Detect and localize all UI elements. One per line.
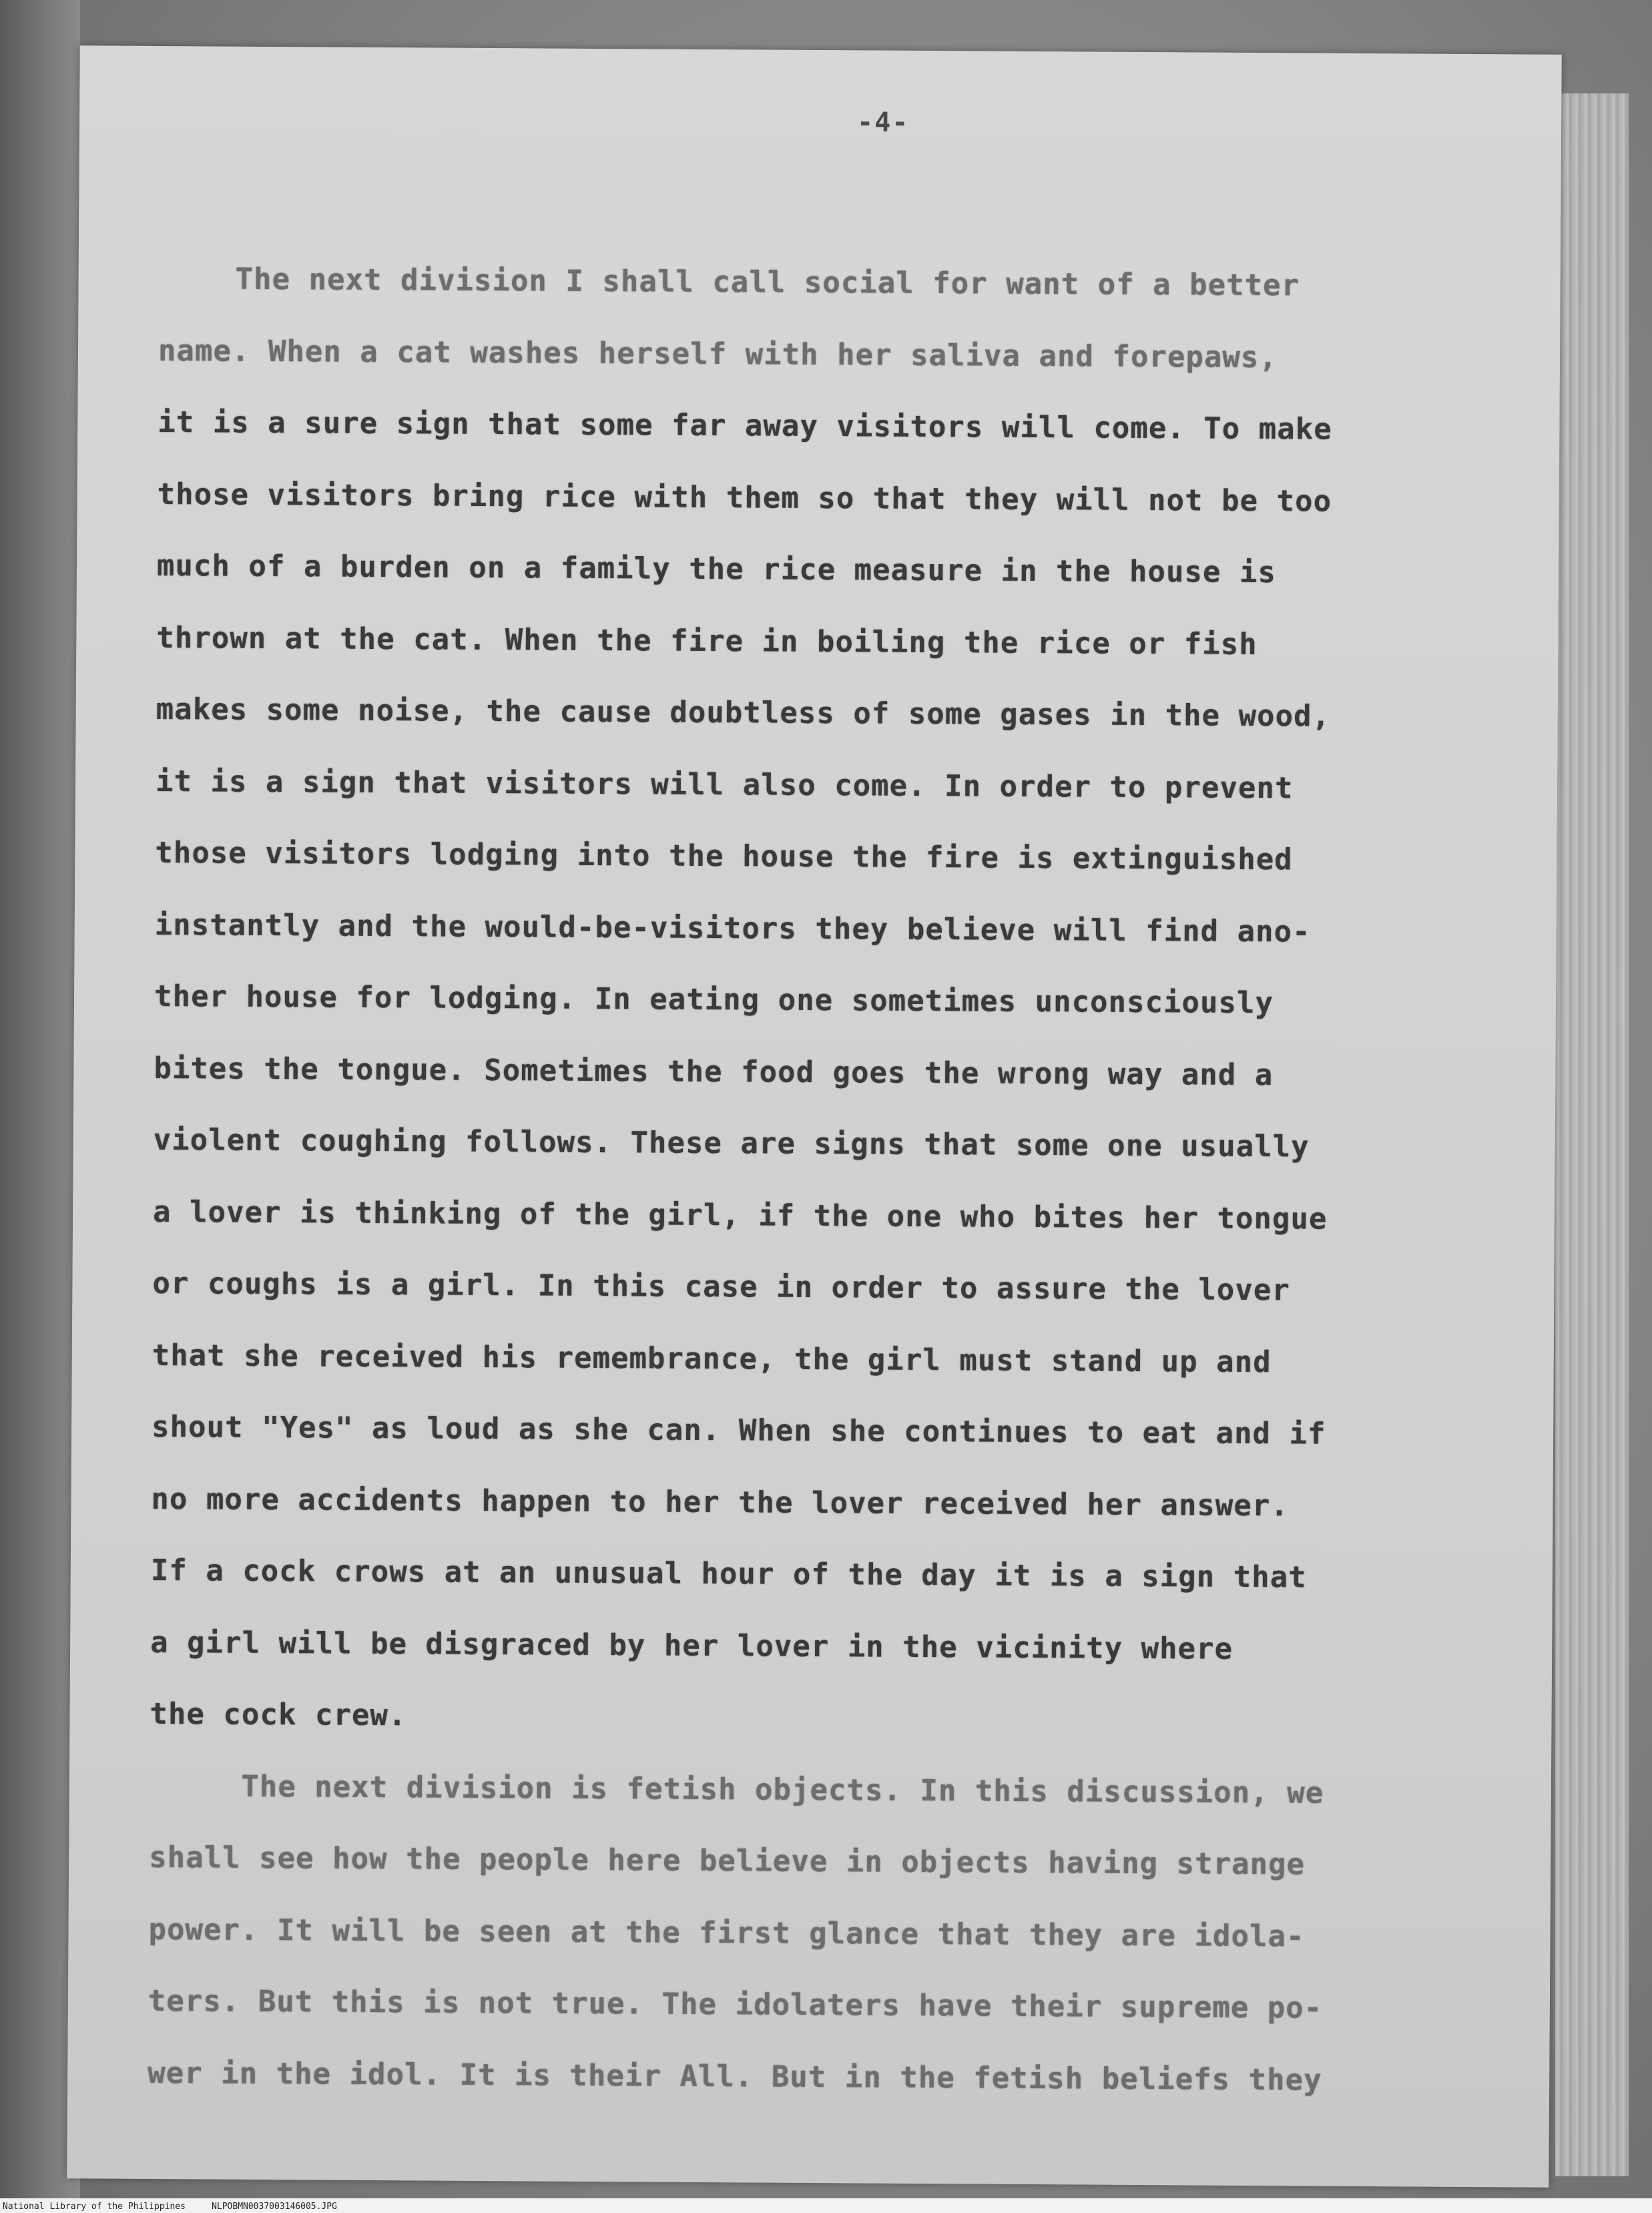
text-line: wer in the idol. It is their All. But in the fetish beliefs they xyxy=(148,2055,1322,2098)
document-page xyxy=(67,45,1561,2188)
page-number: -4- xyxy=(856,107,910,138)
page-edges xyxy=(1555,93,1629,2176)
text-line: ters. But this is not true. The idolaters have their supreme po- xyxy=(148,1983,1323,2025)
text-line: or coughs is a girl. In this case in order to assure the lover xyxy=(152,1266,1290,1308)
text-line: it is a sign that visitors will also come. In order to prevent xyxy=(155,764,1294,805)
text-line: it is a sure sign that some far away visitors will come. To make xyxy=(158,405,1332,447)
text-line: name. When a cat washes herself with her saliva and forepaws, xyxy=(158,333,1278,375)
text-line: If a cock crows at an unusual hour of the day it is a sign that xyxy=(150,1553,1307,1595)
text-line: the cock crew. xyxy=(150,1696,407,1733)
footer-caption: National Library of the Philippines NLPOBMN0037003146005.JPG xyxy=(3,2202,337,2212)
text-line: those visitors bring rice with them so that they will not be too xyxy=(157,477,1332,519)
text-line: a girl will be disgraced by her lover in the vicinity where xyxy=(150,1625,1233,1666)
text-line: makes some noise, the cause doubtless of some gases in the wood, xyxy=(156,692,1331,734)
footer-bar xyxy=(0,2198,1652,2213)
text-line: much of a burden on a family the rice measure in the house is xyxy=(156,548,1277,590)
text-line: no more accidents happen to her the lover received her answer. xyxy=(151,1481,1290,1523)
text-line: instantly and the would-be-visitors they believe will find ano- xyxy=(154,907,1311,949)
text-line: The next division I shall call social for want of a better xyxy=(235,262,1300,303)
text-line: a lover is thinking of the girl, if the one who bites her tongue xyxy=(152,1194,1328,1236)
text-line: The next division is fetish objects. In this discussion, we xyxy=(149,1768,1324,1810)
text-line: that she received his remembrance, the girl must stand up and xyxy=(152,1338,1272,1379)
text-line: violent coughing follows. These are signs that some one usually xyxy=(153,1122,1310,1164)
text-line: power. It will be seen at the first glance that they are idola- xyxy=(148,1912,1305,1954)
text-line: shall see how the people here believe in objects having strange xyxy=(149,1840,1306,1882)
text-line: those visitors lodging into the house the fire is extinguished xyxy=(155,835,1293,877)
text-line: thrown at the cat. When the fire in boiling the rice or fish xyxy=(156,620,1258,662)
text-line: ther house for lodging. In eating one sometimes unconsciously xyxy=(154,979,1274,1021)
body-text xyxy=(148,243,1500,2117)
text-line: shout "Yes" as loud as she can. When she continues to eat and if xyxy=(151,1409,1326,1451)
text-line: bites the tongue. Sometimes the food goes the wrong way and a xyxy=(154,1051,1274,1092)
